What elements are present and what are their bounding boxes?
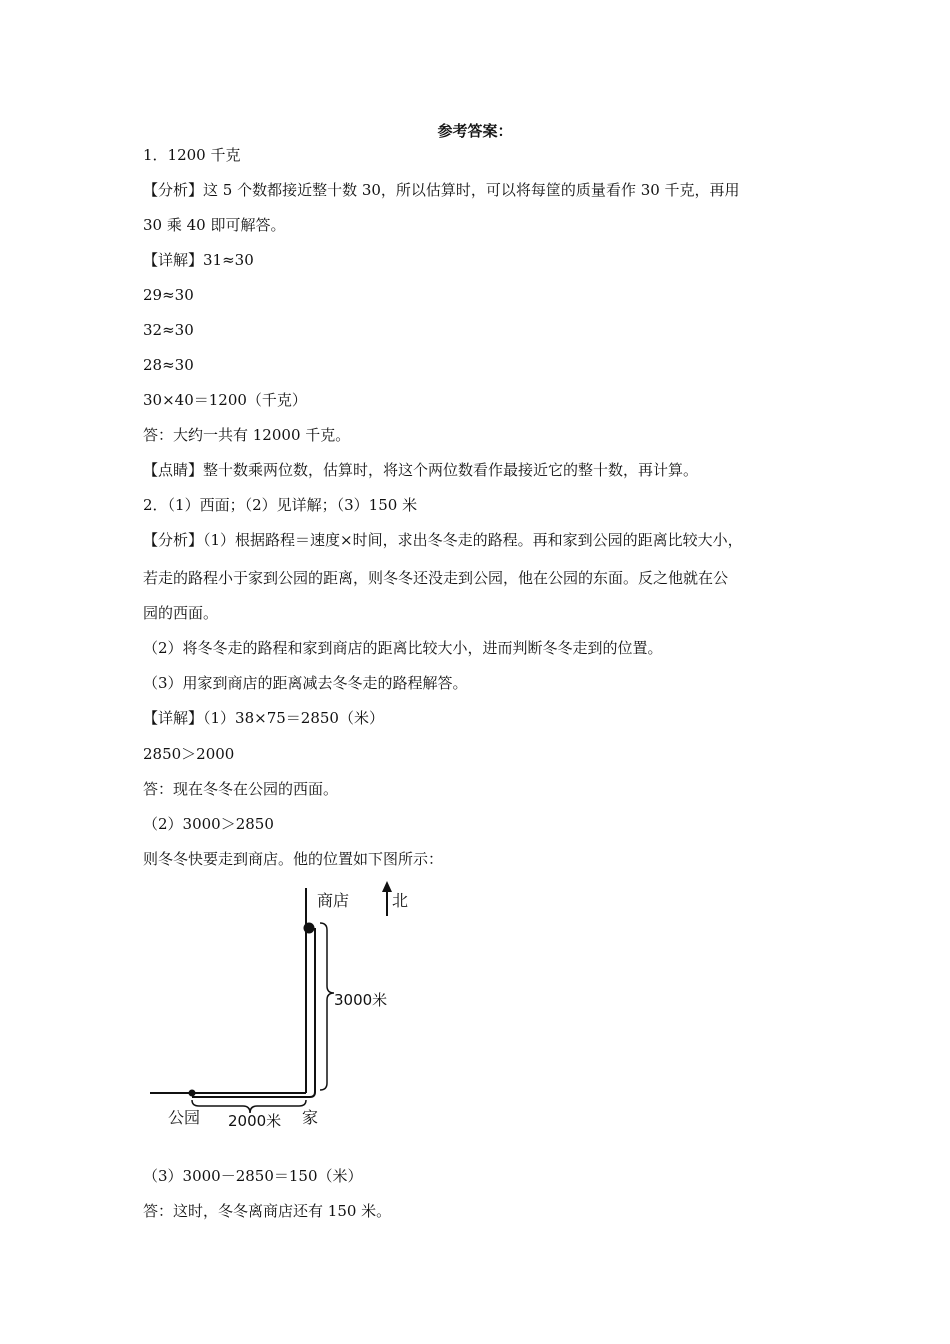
- north-label: 北: [392, 891, 409, 910]
- q1-analysis-line-2: 30 乘 40 即可解答。: [143, 216, 286, 234]
- q1-detail-line-1: 【详解】31≈30: [143, 251, 254, 269]
- walking-route: [192, 928, 315, 1097]
- q2-reply-3: 答：这时，冬冬离商店还有 150 米。: [143, 1202, 392, 1220]
- q2-analysis-line-4: （2）将冬冬走的路程和家到商店的距离比较大小，进而判断冬冬走到的位置。: [143, 639, 663, 657]
- q2-analysis-line-3: 园的西面。: [143, 604, 219, 622]
- q2-analysis-line-5: （3）用家到商店的距离减去冬冬走的路程解答。: [143, 674, 468, 692]
- shop-distance-label: 3000米: [334, 991, 388, 1009]
- q2-detail-line-2: 2850＞2000: [143, 745, 235, 763]
- q1-comment: 【点睛】整十数乘两位数，估算时，将这个两位数看作最接近它的整十数，再计算。: [143, 461, 699, 479]
- shop-distance-brace: [320, 923, 334, 1090]
- q2-reply-1: 答：现在冬冬在公园的西面。: [143, 780, 339, 798]
- q2-detail-line-3: （2）3000＞2850: [143, 815, 274, 833]
- q2-analysis-line-1: 【分析】（1）根据路程＝速度×时间，求出冬冬走的路程。再和家到公园的距离比较大小，: [143, 531, 743, 549]
- q1-analysis-line-1: 【分析】这 5 个数都接近整十数 30，所以估算时，可以将每筐的质量看作 30 千克，再用: [143, 181, 740, 199]
- park-distance-label: 2000米: [228, 1112, 282, 1130]
- q1-detail-line-3: 32≈30: [143, 321, 194, 339]
- park-point: [189, 1090, 196, 1097]
- north-arrowhead-icon: [382, 881, 392, 892]
- dongdong-position-dot: [304, 923, 315, 934]
- q2-detail-line-1: 【详解】（1）38×75＝2850（米）: [143, 709, 384, 727]
- q2-detail-line-5: （3）3000－2850＝150（米）: [143, 1167, 363, 1185]
- q1-detail-line-2: 29≈30: [143, 286, 194, 304]
- q1-detail-line-4: 28≈30: [143, 356, 194, 374]
- q1-detail-line-5: 30×40＝1200（千克）: [143, 391, 307, 409]
- park-label: 公园: [168, 1108, 201, 1127]
- q2-analysis-line-2: 若走的路程小于家到公园的距离，则冬冬还没走到公园，他在公园的东面。反之他就在公: [143, 569, 729, 587]
- q2-answer: 2．（1）西面；（2）见详解；（3）150 米: [143, 496, 418, 514]
- page-title: 参考答案：: [437, 122, 513, 140]
- q1-reply: 答：大约一共有 12000 千克。: [143, 426, 351, 444]
- q2-detail-line-4: 则冬冬快要走到商店。他的位置如下图所示：: [143, 850, 444, 868]
- position-diagram: [140, 878, 440, 1138]
- shop-label: 商店: [317, 891, 350, 910]
- home-label: 家: [302, 1108, 319, 1127]
- q1-answer: 1．1200 千克: [143, 146, 241, 164]
